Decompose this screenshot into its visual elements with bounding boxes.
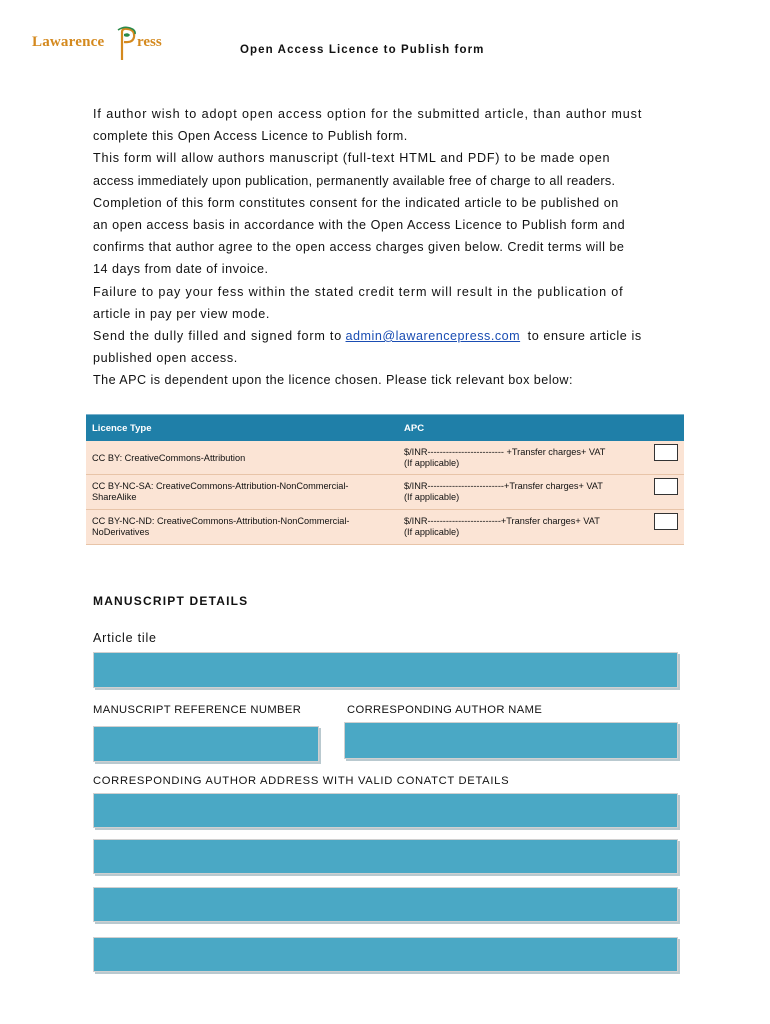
apc-note: The APC is dependent upon the licence chosen. Please tick relevant box below: (93, 373, 573, 388)
intro-line: complete this Open Access Licence to Publish form. (93, 129, 408, 144)
address-field-2[interactable] (93, 839, 678, 874)
address-field-4[interactable] (93, 937, 678, 972)
article-title-field[interactable] (93, 652, 678, 688)
licence-cell: CC BY-NC-ND: CreativeCommons-Attribution-NonCommercial-NoDerivatives (86, 509, 398, 544)
table-row (86, 474, 684, 509)
header-licence-type: Licence Type (86, 415, 398, 442)
logo-p-icon (116, 26, 138, 62)
intro-line: This form will allow authors manuscript (full-text HTML and PDF) to be made open (93, 151, 611, 166)
intro-line: confirms that author agree to the open access charges given below. Credit terms will be (93, 240, 625, 255)
email-link[interactable]: admin@lawarencepress.com (345, 328, 521, 343)
ref-number-label: MANUSCRIPT REFERENCE NUMBER (93, 704, 302, 716)
author-name-label: CORRESPONDING AUTHOR NAME (347, 704, 543, 716)
intro-line: article in pay per view mode. (93, 306, 270, 321)
table-row (86, 509, 684, 544)
licence-cell: CC BY: CreativeCommons-Attribution (86, 441, 398, 474)
publisher-logo (32, 28, 172, 62)
intro-line: 14 days from date of invoice. (93, 262, 269, 277)
intro-line: an open access basis in accordance with the Open Access Licence to Publish form and (93, 217, 626, 232)
article-title-label: Article tile (93, 631, 157, 645)
apc-cell: $/INR------------------------+Transfer charges+ VAT (If applicable) (398, 509, 684, 544)
tick-checkbox[interactable] (654, 478, 678, 495)
intro-line: access immediately upon publication, permanently available free of charge to all readers. (93, 173, 616, 188)
header-apc: APC (398, 415, 684, 442)
logo-text-left: Lawarence (32, 34, 105, 50)
table-row (86, 441, 684, 474)
ref-number-field[interactable] (93, 726, 319, 762)
send-line: Send the dully filled and signed form to admin@lawarencepress.com to ensure article is (93, 325, 677, 347)
apc-cell: $/INR-------------------------+Transfer charges+ VAT (If applicable) (398, 474, 684, 509)
intro-line: If author wish to adopt open access option for the submitted article, than author must (93, 107, 643, 121)
intro-paragraph (93, 103, 677, 391)
tick-checkbox[interactable] (654, 444, 678, 461)
intro-line: Completion of this form constitutes consent for the indicated article to be published on (93, 195, 619, 210)
intro-line: Failure to pay your fess within the stated credit term will result in the publication of (93, 284, 624, 299)
logo-text-right: ress (137, 34, 162, 50)
tick-checkbox[interactable] (654, 513, 678, 530)
address-field-1[interactable] (93, 793, 678, 828)
address-field-3[interactable] (93, 887, 678, 922)
address-label: CORRESPONDING AUTHOR ADDRESS WITH VALID CONATCT DETAILS (93, 775, 510, 787)
section-heading: MANUSCRIPT DETAILS (93, 594, 249, 608)
page-title: Open Access Licence to Publish form (240, 44, 485, 56)
apc-cell: $/INR------------------------- +Transfer charges+ VAT (If applicable) (398, 441, 684, 474)
author-name-field[interactable] (344, 722, 678, 759)
licence-table (86, 414, 684, 545)
licence-cell: CC BY-NC-SA: CreativeCommons-Attribution-NonCommercial-ShareAlike (86, 474, 398, 509)
table-header-row (86, 415, 684, 442)
intro-line: published open access. (93, 351, 238, 366)
